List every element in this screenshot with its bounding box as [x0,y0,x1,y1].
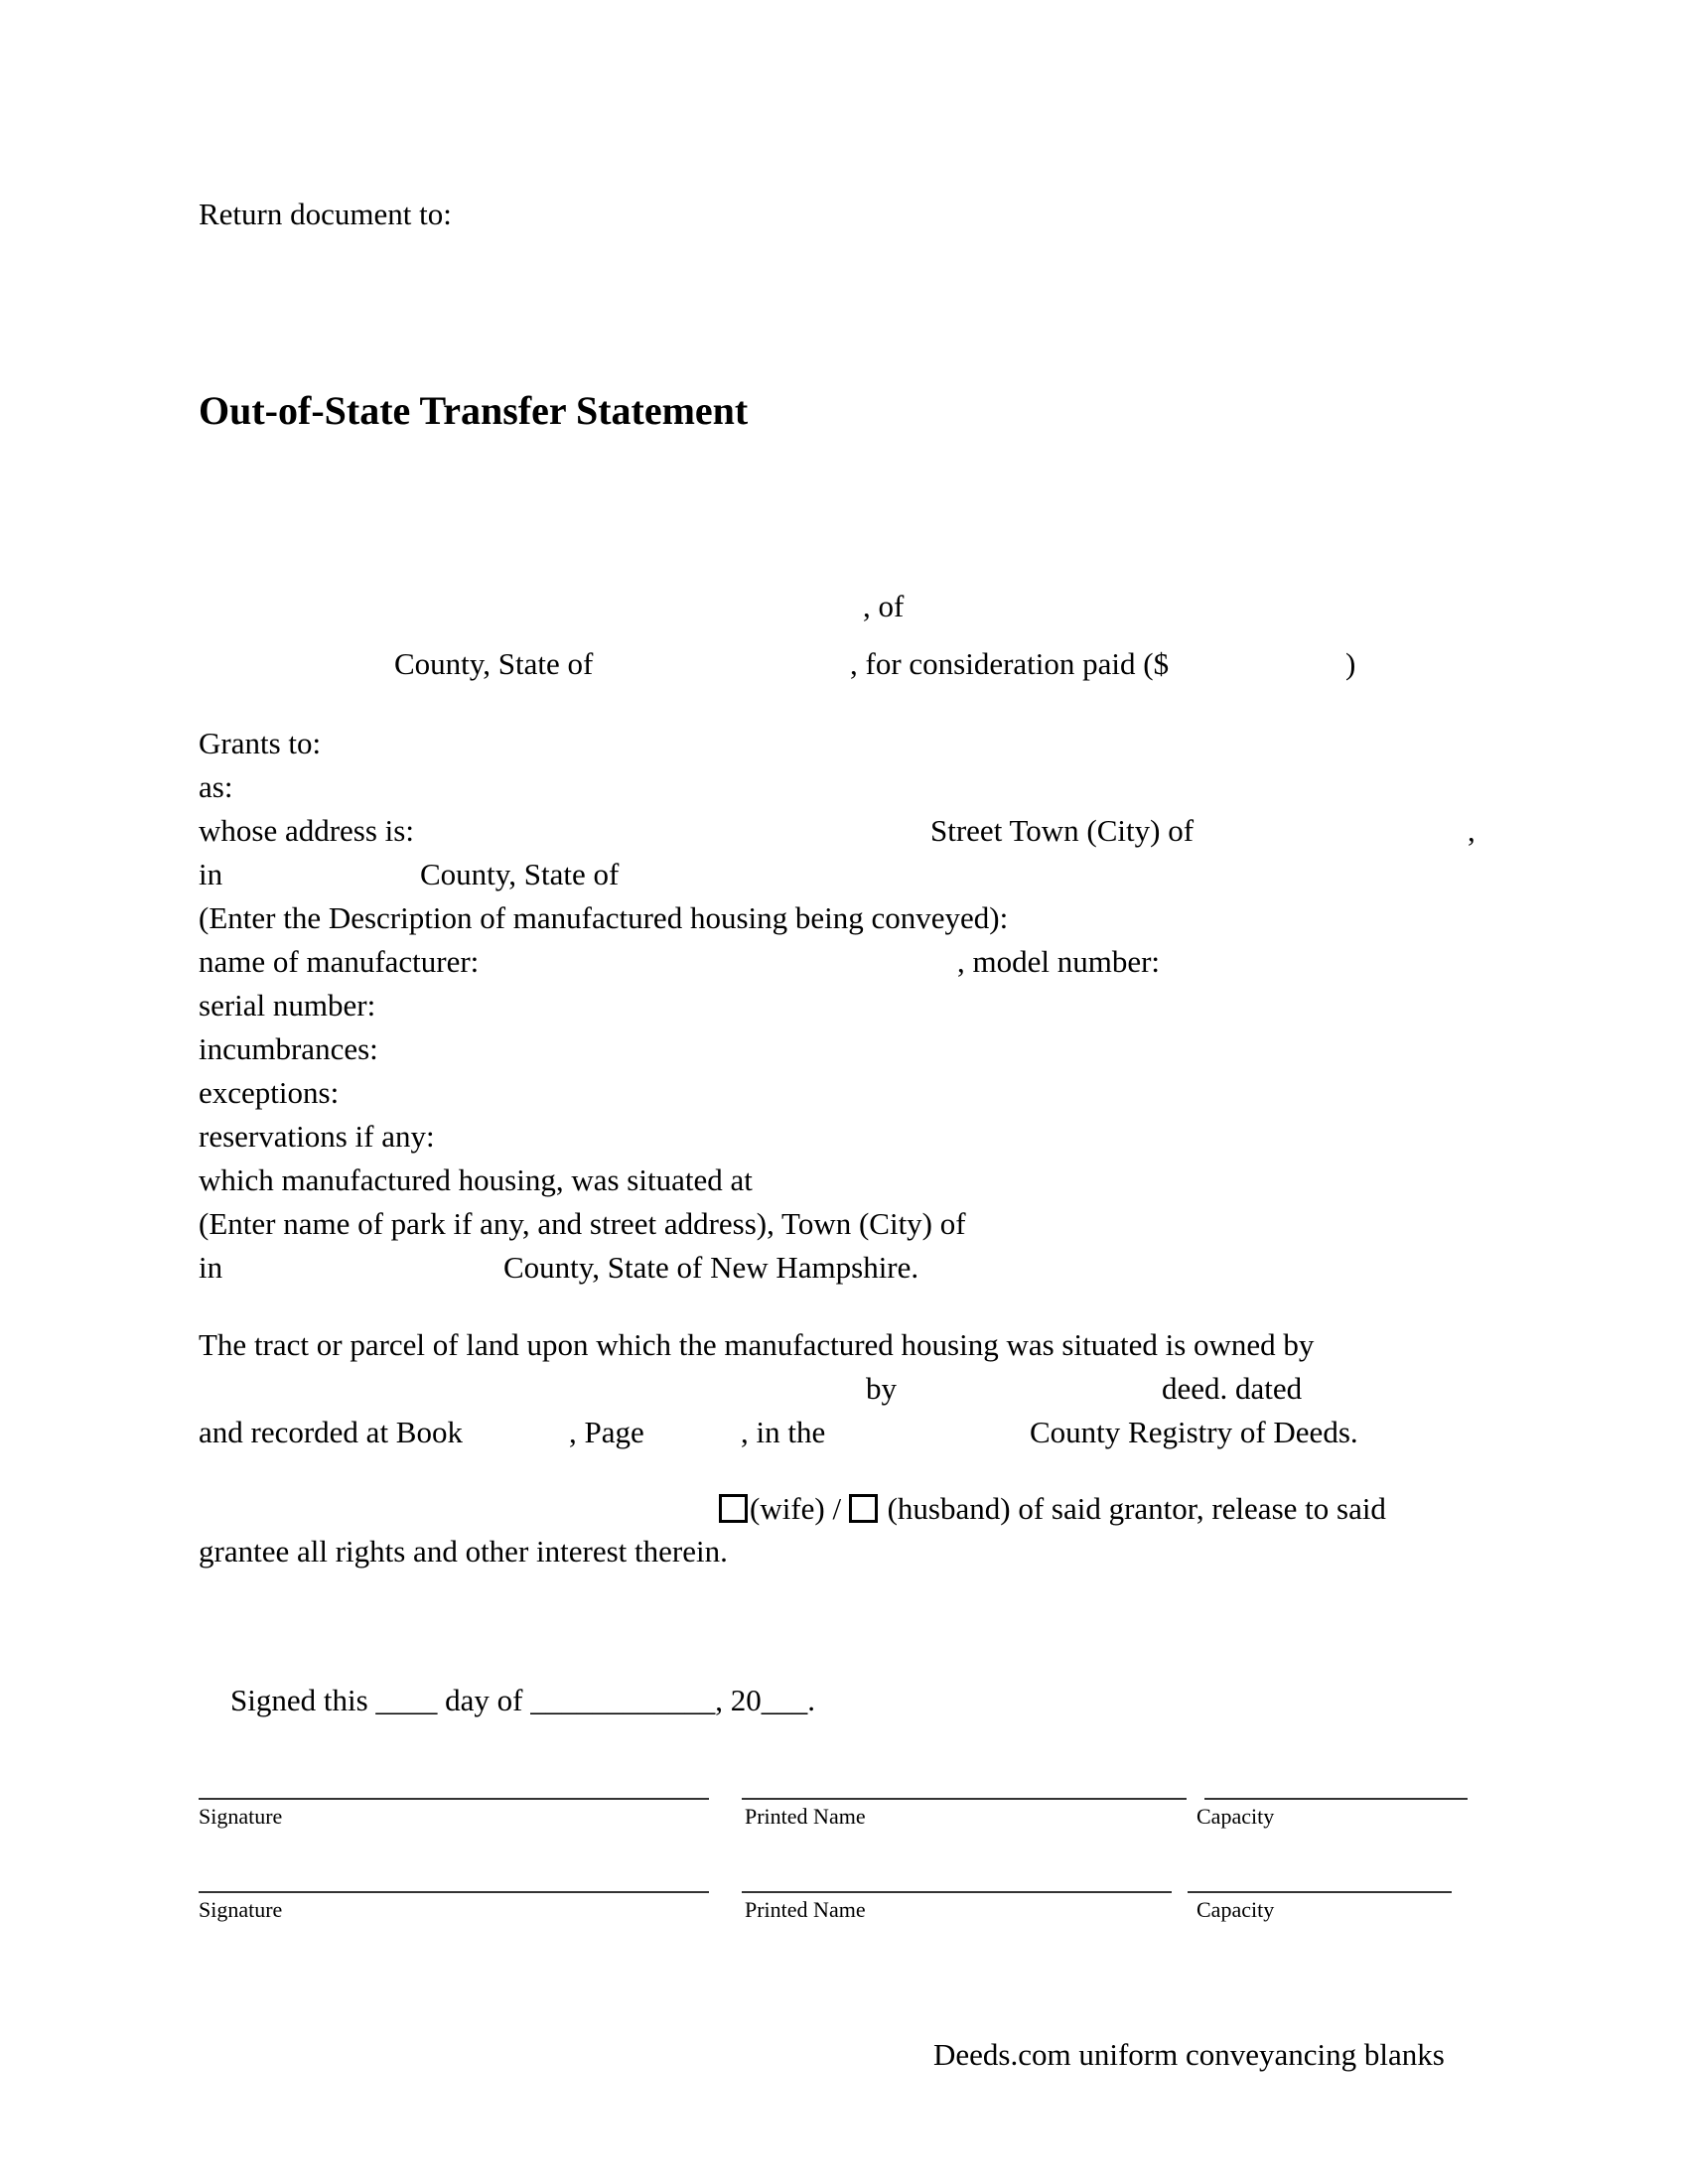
grantee-in-label: in [199,857,223,891]
capacity-line-1 [1204,1798,1468,1800]
husband-checkbox[interactable] [849,1494,878,1523]
signature-line-1 [199,1798,709,1800]
park-address-label: (Enter name of park if any, and street address), Town (City) of [199,1206,966,1241]
return-document-label: Return document to: [199,197,452,231]
page-label: , Page [569,1415,644,1449]
reservations-label: reservations if any: [199,1119,435,1154]
land-ownership-text: The tract or parcel of land upon which the manufactured housing was situated is owned by [199,1327,1315,1362]
street-town-label: Street Town (City) of [930,813,1195,848]
incumbrances-label: incumbrances: [199,1031,378,1066]
capacity-label-1: Capacity [1196,1804,1275,1829]
housing-in-label: in [199,1250,223,1285]
serial-number-label: serial number: [199,988,376,1023]
wife-checkbox[interactable] [719,1494,748,1523]
husband-label: (husband) of said grantor, release to said [887,1491,1386,1526]
printed-name-label-1: Printed Name [745,1804,866,1829]
signature-line-2 [199,1891,709,1893]
release-text-line2: grantee all rights and other interest therein. [199,1534,728,1569]
signature-label-2: Signature [199,1897,283,1922]
printed-name-label-2: Printed Name [745,1897,866,1922]
grants-to-label: Grants to: [199,726,322,760]
wife-label: (wife) / [750,1491,842,1526]
capacity-line-2 [1188,1891,1452,1893]
signed-date-line: Signed this ____ day of ____________, 20___. [230,1683,815,1717]
model-number-label: , model number: [957,944,1161,979]
document-title: Out-of-State Transfer Statement [199,388,749,433]
exceptions-label: exceptions: [199,1075,340,1110]
deed-dated-label: deed. dated [1162,1371,1303,1406]
manufacturer-label: name of manufacturer: [199,944,480,979]
consideration-text: , for consideration paid ($ [850,646,1170,681]
grantor-of-text: , of [863,589,905,623]
registry-of-deeds-label: County Registry of Deeds. [1030,1415,1358,1449]
signature-label-1: Signature [199,1804,283,1829]
grantor-county-state-text: County, State of [394,646,594,681]
footer-brand-text: Deeds.com uniform conveyancing blanks [933,2037,1445,2072]
printed-name-line-1 [742,1798,1187,1800]
grantee-address-label: whose address is: [199,813,414,848]
land-by-label: by [866,1371,897,1406]
address-comma: , [1468,813,1476,848]
county-new-hampshire-label: County, State of New Hampshire. [503,1250,919,1285]
release-line [719,1491,1386,1527]
housing-description-intro: (Enter the Description of manufactured housing being conveyed): [199,900,1009,935]
recorded-book-label: and recorded at Book [199,1415,463,1449]
capacity-label-2: Capacity [1196,1897,1275,1922]
as-label: as: [199,769,233,804]
printed-name-line-2 [742,1891,1172,1893]
consideration-close-paren: ) [1345,646,1356,681]
grantee-county-state-label: County, State of [420,857,620,891]
in-the-label: , in the [741,1415,826,1449]
situated-at-label: which manufactured housing, was situated at [199,1162,753,1197]
